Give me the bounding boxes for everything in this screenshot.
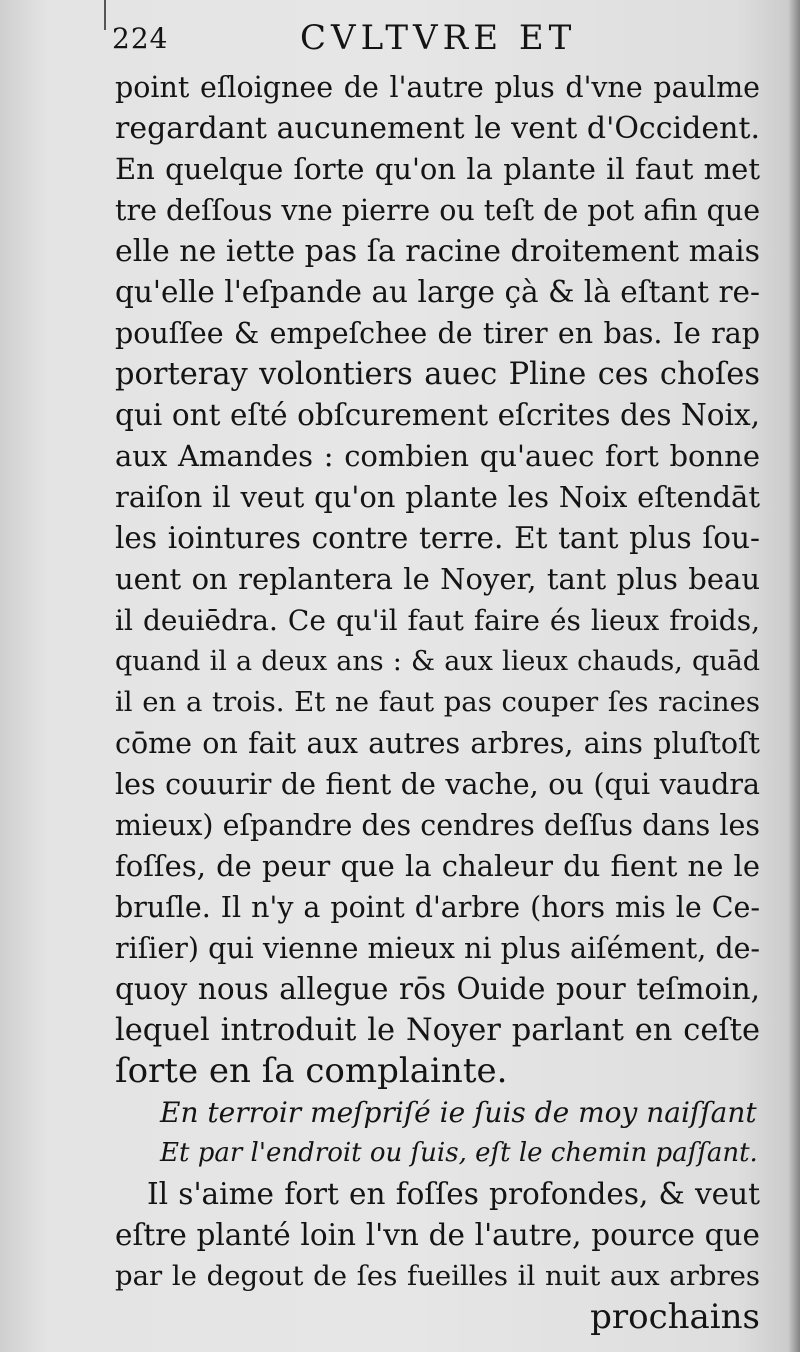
- verse-line: En terroir meſpriſé ie ſuis de moy naiſſant: [160, 1096, 757, 1129]
- verse-line: Et par l'endroit ou ſuis, eſt le chemin paſſant.: [160, 1138, 758, 1168]
- text-line: regardant aucunement le vent d'Occident.: [115, 111, 760, 146]
- text-line: porteray volontiers auec Pline ces choſes: [115, 357, 760, 392]
- text-line: il en a trois. Et ne faut pas couper ſes racines: [115, 686, 760, 718]
- text-line: mieux) eſpandre des cendres deſſus dans les: [115, 809, 760, 842]
- text-line: les iointures contre terre. Et tant plus ſou-: [115, 521, 760, 555]
- text-line: bruſle. Il n'y a point d'arbre (hors mis le Ce-: [115, 891, 760, 924]
- text-line: riſier) qui vienne mieux ni plus aiſément, de-: [115, 932, 760, 965]
- text-line: foſſes, de peur que la chaleur du fient ne le: [115, 849, 760, 883]
- text-line: raiſon il veut qu'on plante les Noix eſtendāt: [115, 480, 760, 514]
- page-number: 224: [112, 22, 169, 55]
- text-line: aux Amandes : combien qu'auec fort bonne: [115, 439, 760, 473]
- text-line: tre deſſous vne pierre ou teſt de pot afin que: [115, 194, 760, 227]
- text-line: uent on replantera le Noyer, tant plus beau: [115, 562, 760, 596]
- running-title: CVLTVRE ET: [300, 18, 577, 58]
- page-header: [0, 18, 800, 58]
- text-line: cōme on fait aux autres arbres, ains pluſtoſt: [115, 727, 760, 760]
- text-line: Il s'aime fort en foſſes profondes, & veut: [147, 1177, 760, 1211]
- text-line: quand il a deux ans : & aux lieux chauds, quād: [115, 646, 760, 677]
- text-line: lequel introduit le Noyer parlant en ceſte: [115, 1013, 760, 1048]
- text-line: il deuiēdra. Ce qu'il faut faire és lieux froids,: [115, 604, 760, 637]
- catchword: prochains: [590, 1297, 760, 1337]
- gutter-shadow: [788, 0, 800, 1352]
- text-line: elle ne iette pas ſa racine droitement mais: [115, 234, 760, 269]
- text-line: qui ont eſté obſcurement eſcrites des Noix,: [115, 398, 760, 432]
- text-line: par le degout de ſes fueilles il nuit aux arbres: [115, 1260, 760, 1292]
- text-line: En quelque ſorte qu'on la plante il faut met: [115, 152, 760, 186]
- text-line: point eſloignee de l'autre plus d'vne paulme: [115, 71, 760, 104]
- text-line: eſtre planté loin l'vn de l'autre, pource que: [115, 1218, 760, 1252]
- text-line: quoy nous allegue rōs Ouide pour teſmoin,: [115, 972, 760, 1006]
- body-text: [115, 67, 760, 1338]
- text-line: ſorte en ſa complainte.: [115, 1051, 508, 1091]
- text-line: pouſſee & empeſchee de tirer en bas. Ie rap: [115, 317, 760, 350]
- text-line: qu'elle l'eſpande au large çà & là eſtant re-: [115, 275, 760, 309]
- text-line: les couurir de fient de vache, ou (qui vaudra: [115, 768, 760, 801]
